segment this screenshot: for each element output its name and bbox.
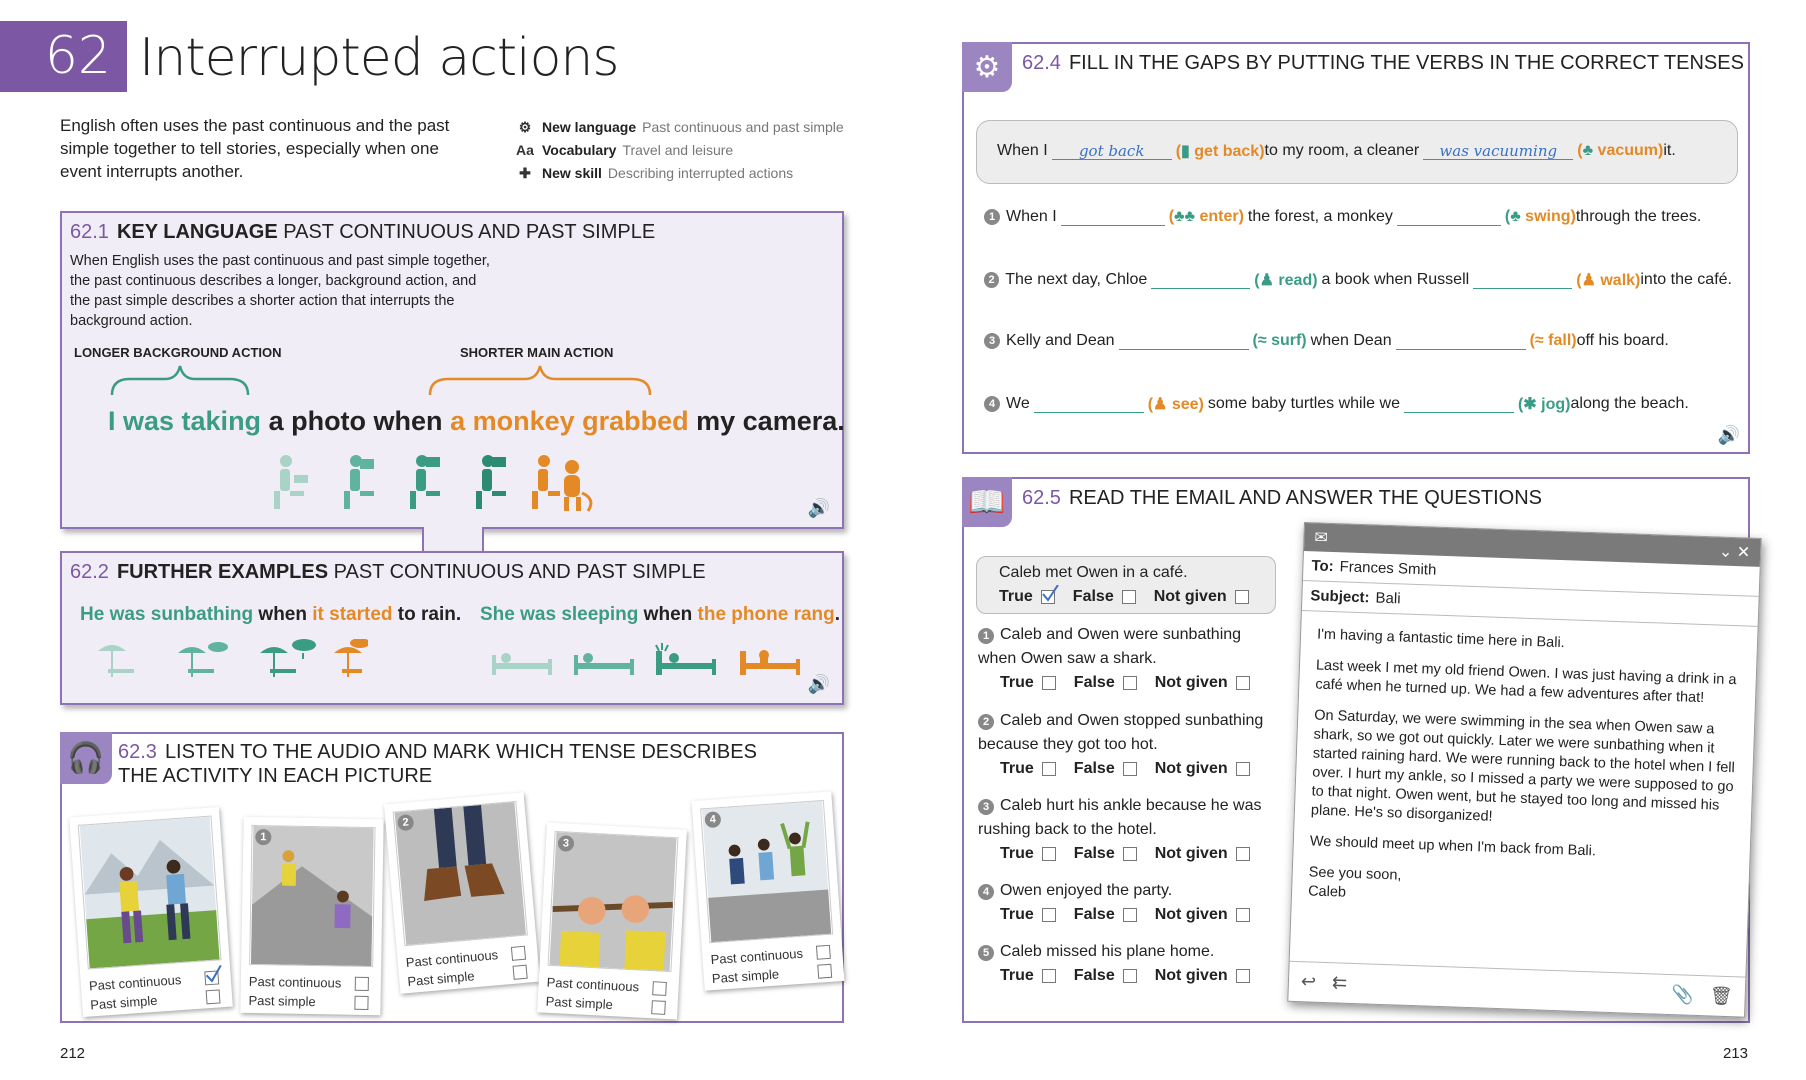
worked-example xyxy=(976,120,1738,184)
meta-value: Describing interrupted actions xyxy=(607,165,794,181)
false-checkbox[interactable] xyxy=(1123,969,1137,983)
option-label: Past continuous xyxy=(710,945,804,968)
example-row: When I got back (▮ get back) to my room, a cleaner was vacuuming (♣ vacuum) it. xyxy=(997,142,1676,160)
meta-row xyxy=(514,139,844,162)
checkbox-checked[interactable] xyxy=(204,970,219,985)
not-given-checkbox[interactable] xyxy=(1236,676,1250,690)
email-signature: Caleb xyxy=(1307,883,1347,901)
gears-icon: ⚙ xyxy=(962,42,1012,92)
answer-blank[interactable] xyxy=(1397,208,1501,226)
meta-value: Travel and leisure xyxy=(622,142,734,158)
not-given-checkbox[interactable] xyxy=(1236,969,1250,983)
photographer-sequence-illustration xyxy=(272,453,602,515)
section-62-1 xyxy=(60,211,844,529)
item-number: 4 xyxy=(704,811,721,828)
exercise-row-1: 1 When I (♣♣ enter) the forest, a monkey (♣ swing) through the trees. xyxy=(984,208,1732,226)
section-62-3 xyxy=(60,732,844,1023)
item-number: 1 xyxy=(255,829,271,845)
checkbox[interactable] xyxy=(513,964,528,979)
checkbox[interactable] xyxy=(651,1000,666,1015)
checkbox[interactable] xyxy=(816,944,831,959)
option-row xyxy=(711,962,836,986)
option-label: Past simple xyxy=(89,992,158,1013)
section-heading: 62.4 FILL IN THE GAPS BY PUTTING THE VERBS IN THE CORRECT TENSES xyxy=(1022,52,1744,74)
hands-rope-illustration xyxy=(548,831,679,972)
key-sentence: I was taking a photo when a monkey grabbed my camera. xyxy=(108,406,845,436)
section-heading: 62.2 FURTHER EXAMPLES PAST CONTINUOUS AND PAST SIMPLE xyxy=(70,561,706,583)
close-icon[interactable]: ✕ xyxy=(1736,544,1751,562)
section-62-2 xyxy=(60,551,844,705)
attachment-icon[interactable]: 📎 xyxy=(1671,984,1695,1005)
section-heading: 62.1 KEY LANGUAGE PAST CONTINUOUS AND PAST SIMPLE xyxy=(70,221,656,243)
headphones-icon: 🎧 xyxy=(60,732,112,784)
option-label: Past continuous xyxy=(546,974,640,995)
meta-row xyxy=(514,162,844,185)
option-row xyxy=(545,994,670,1015)
email-paragraph: I'm having a fantastic time here in Bali. xyxy=(1316,626,1565,652)
question-1: 1 Caleb and Owen were sunbathing when Owen saw a shark. True False Not given xyxy=(978,623,1278,695)
option-label: Past simple xyxy=(406,968,476,990)
photo-card-2 xyxy=(384,792,540,993)
trash-icon[interactable]: 🗑 xyxy=(1709,985,1734,1007)
checkbox[interactable] xyxy=(206,989,221,1004)
chapter-title: Interrupted actions xyxy=(139,28,619,88)
email-subject-field: Subject: Bali xyxy=(1302,581,1759,627)
answer-blank[interactable] xyxy=(1034,395,1144,413)
meta-label: Vocabulary xyxy=(542,142,617,158)
question-3: 3 Caleb hurt his ankle because he was rushing back to the hotel. True False Not given xyxy=(978,797,1262,862)
item-number: 2 xyxy=(397,814,414,831)
meta-value: Past continuous and past simple xyxy=(642,119,844,135)
page-number-right: 213 xyxy=(1722,1045,1748,1062)
caption-shorter-action: SHORTER MAIN ACTION xyxy=(460,345,614,360)
question-5: 5 Caleb missed his plane home. True False Not given xyxy=(978,940,1278,988)
true-checkbox-checked[interactable] xyxy=(1041,590,1055,604)
filled-answer: was vacuuming xyxy=(1423,142,1573,160)
email-body xyxy=(1291,611,1757,931)
audio-speaker-icon[interactable]: 🔊 xyxy=(807,498,830,518)
minimize-icon[interactable]: ⌄ xyxy=(1718,543,1733,561)
email-to-field: To: Frances Smith xyxy=(1303,551,1760,597)
true-checkbox[interactable] xyxy=(1042,676,1056,690)
answer-blank[interactable] xyxy=(1404,395,1514,413)
not-given-checkbox[interactable] xyxy=(1236,908,1250,922)
true-checkbox[interactable] xyxy=(1042,847,1056,861)
example-question xyxy=(976,556,1276,614)
answer-blank[interactable] xyxy=(1473,271,1572,289)
true-false-options: True False Not given xyxy=(999,585,1299,609)
answer-blank[interactable] xyxy=(1061,208,1165,226)
email-paragraph: Last week I met my old friend Owen. I was just having a drink in a café when he turned up. We had a few adventures after that! xyxy=(1315,657,1737,707)
option-label: Past continuous xyxy=(405,947,499,971)
learning-objectives xyxy=(514,116,844,185)
answer-blank[interactable] xyxy=(1396,332,1526,350)
meta-label: New skill xyxy=(542,165,602,181)
reply-icon[interactable]: ↩ xyxy=(1300,971,1317,992)
aa-icon: Aa xyxy=(516,142,534,158)
envelope-icon: ✉ xyxy=(1314,529,1329,547)
page-number-left: 212 xyxy=(60,1045,86,1062)
climbers-illustration xyxy=(249,825,375,967)
explanation-text: When English uses the past continuous and past simple together, the past continuous describes a longer, background action, and the past simple describes a shorter action that interrupts the background action. xyxy=(70,253,490,329)
false-checkbox[interactable] xyxy=(1123,676,1137,690)
checkbox[interactable] xyxy=(354,995,368,1009)
chapter-number: 62 xyxy=(0,21,127,92)
false-checkbox[interactable] xyxy=(1123,762,1137,776)
example-sentence-2: She was sleeping when the phone rang. xyxy=(480,604,841,625)
option-label: Past simple xyxy=(248,992,316,1010)
not-given-checkbox[interactable] xyxy=(1235,590,1249,604)
checkbox[interactable] xyxy=(652,981,667,996)
option-row xyxy=(546,975,671,996)
true-checkbox[interactable] xyxy=(1042,762,1056,776)
checkbox[interactable] xyxy=(817,963,832,978)
section-62-4 xyxy=(962,42,1750,454)
true-checkbox[interactable] xyxy=(1042,969,1056,983)
answer-blank[interactable] xyxy=(1119,332,1249,350)
box-connector xyxy=(422,527,484,553)
false-checkbox[interactable] xyxy=(1123,908,1137,922)
hikers-illustration xyxy=(78,816,222,970)
not-given-checkbox[interactable] xyxy=(1236,762,1250,776)
false-checkbox[interactable] xyxy=(1122,590,1136,604)
photo-card-example xyxy=(69,807,233,1017)
question-2: 2 Caleb and Owen stopped sunbathing because they got too hot. True False Not given xyxy=(978,712,1264,777)
filled-answer: got back xyxy=(1052,142,1172,160)
exercise-row-2: 2 The next day, Chloe (♟ read) a book when Russell (♟ walk) into the café. xyxy=(984,270,1732,290)
checkbox[interactable] xyxy=(355,976,369,990)
meta-row xyxy=(514,116,844,139)
intro-text: English often uses the past continuous and the past simple together to tell stories, especially when one event interrupts another. xyxy=(60,116,450,181)
book-icon: 📖 xyxy=(962,477,1012,527)
photo-card-4 xyxy=(692,791,845,990)
question-4: 4 Owen enjoyed the party. True False Not given xyxy=(978,879,1278,927)
false-checkbox[interactable] xyxy=(1123,847,1137,861)
sleeping-phone-illustration xyxy=(492,643,802,683)
answer-blank[interactable] xyxy=(1151,271,1250,289)
exercise-row-4: 4 We (♟ see) some baby turtles while we (✱ jog) along the beach. xyxy=(984,394,1732,414)
gear-icon: ⚙ xyxy=(518,119,532,135)
puzzle-icon: ✚ xyxy=(519,165,531,181)
window-controls xyxy=(1719,542,1751,563)
email-window xyxy=(1287,522,1761,1018)
option-label: Past simple xyxy=(545,993,614,1013)
audio-speaker-icon[interactable]: 🔊 xyxy=(807,674,830,694)
verb-cue: (♣ vacuum) xyxy=(1577,142,1664,159)
email-signoff: See you soon, xyxy=(1308,864,1402,884)
brace-lines xyxy=(62,361,762,401)
verb-cue: (▮ get back) xyxy=(1175,143,1265,160)
section-heading: 62.5 READ THE EMAIL AND ANSWER THE QUESTIONS xyxy=(1022,487,1542,509)
item-number: 3 xyxy=(558,835,575,852)
option-label: Past continuous xyxy=(248,973,342,991)
meta-label: New language xyxy=(542,119,637,135)
exercise-row-3: 3 Kelly and Dean (≈ surf) when Dean (≈ fall) off his board. xyxy=(984,332,1732,350)
photo-card-3 xyxy=(537,822,687,1019)
reply-all-icon[interactable]: ⇇ xyxy=(1331,972,1348,993)
caption-longer-action: LONGER BACKGROUND ACTION xyxy=(74,345,282,360)
option-row xyxy=(249,974,373,991)
checkbox[interactable] xyxy=(511,945,526,960)
option-row xyxy=(248,993,372,1010)
section-heading: 62.3 LISTEN TO THE AUDIO AND MARK WHICH TENSE DESCRIBES THE ACTIVITY IN EACH PICTURE xyxy=(118,741,757,787)
example-sentence-1: He was sunbathing when it started to rain. xyxy=(80,604,462,625)
photo-card-1 xyxy=(240,817,383,1015)
email-paragraph: On Saturday, we were swimming in the sea when Owen saw a shark, so we got out quickly. Later we were sunbathing when it started raining hard. We were running back to the hotel when I fell over. I hurt my ankle, so I missed a party we were supposed to go to that night. Owen went, but he stayed too long and missed his plane. He's so disorganized! xyxy=(1310,707,1736,825)
sunbathing-rain-illustration xyxy=(98,639,368,683)
audio-speaker-icon[interactable]: 🔊 xyxy=(1717,425,1740,445)
email-paragraph: We should meet up when I'm back from Bali. xyxy=(1309,833,1597,860)
true-checkbox[interactable] xyxy=(1042,908,1056,922)
option-label: Past continuous xyxy=(88,972,182,994)
question-text: Caleb met Owen in a café. True False Not given xyxy=(999,561,1299,609)
option-label: Past simple xyxy=(711,966,780,987)
not-given-checkbox[interactable] xyxy=(1236,847,1250,861)
